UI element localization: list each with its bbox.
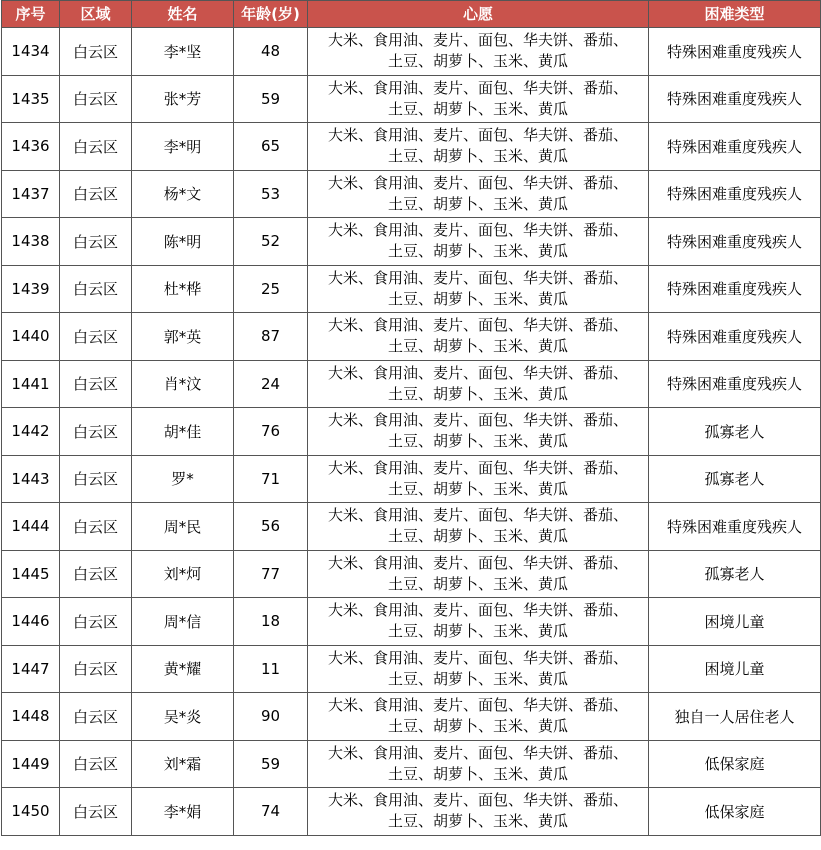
cell-age: 59 bbox=[234, 740, 308, 788]
cell-name: 周*信 bbox=[132, 598, 234, 646]
wish-line-1: 大米、食用油、麦片、面包、华夫饼、番茄、 bbox=[327, 363, 628, 382]
cell-name: 李*娟 bbox=[132, 788, 234, 836]
cell-name: 刘*霜 bbox=[132, 740, 234, 788]
cell-district: 白云区 bbox=[60, 170, 132, 218]
cell-age: 48 bbox=[234, 28, 308, 76]
cell-wish bbox=[308, 28, 649, 76]
cell-type: 特殊困难重度残疾人 bbox=[649, 170, 821, 218]
table-row bbox=[2, 598, 821, 646]
cell-no: 1449 bbox=[2, 740, 60, 788]
cell-no: 1446 bbox=[2, 598, 60, 646]
cell-type: 困境儿童 bbox=[649, 598, 821, 646]
table-row bbox=[2, 170, 821, 218]
cell-no: 1447 bbox=[2, 645, 60, 693]
cell-no: 1443 bbox=[2, 455, 60, 503]
cell-no: 1444 bbox=[2, 503, 60, 551]
cell-no: 1438 bbox=[2, 218, 60, 266]
cell-wish bbox=[308, 75, 649, 123]
table-header-row bbox=[2, 1, 821, 28]
cell-no: 1437 bbox=[2, 170, 60, 218]
wish-line-2: 土豆、胡萝卜、玉米、黄瓜 bbox=[387, 147, 568, 166]
wish-line-2: 土豆、胡萝卜、玉米、黄瓜 bbox=[387, 194, 568, 213]
wish-line-1: 大米、食用油、麦片、面包、华夫饼、番茄、 bbox=[327, 221, 628, 240]
cell-name: 胡*佳 bbox=[132, 408, 234, 456]
cell-name: 李*明 bbox=[132, 123, 234, 171]
cell-type: 困境儿童 bbox=[649, 645, 821, 693]
cell-age: 24 bbox=[234, 360, 308, 408]
table-row bbox=[2, 123, 821, 171]
table-row bbox=[2, 693, 821, 741]
cell-name: 杨*文 bbox=[132, 170, 234, 218]
wish-line-1: 大米、食用油、麦片、面包、华夫饼、番茄、 bbox=[327, 506, 628, 525]
cell-type: 孤寡老人 bbox=[649, 550, 821, 598]
cell-wish bbox=[308, 788, 649, 836]
table-row bbox=[2, 265, 821, 313]
cell-no: 1440 bbox=[2, 313, 60, 361]
cell-wish bbox=[308, 693, 649, 741]
cell-age: 56 bbox=[234, 503, 308, 551]
cell-age: 87 bbox=[234, 313, 308, 361]
cell-district: 白云区 bbox=[60, 455, 132, 503]
cell-wish bbox=[308, 265, 649, 313]
cell-district: 白云区 bbox=[60, 265, 132, 313]
header-wish: 心愿 bbox=[308, 1, 649, 28]
wish-line-1: 大米、食用油、麦片、面包、华夫饼、番茄、 bbox=[327, 601, 628, 620]
cell-district: 白云区 bbox=[60, 788, 132, 836]
cell-district: 白云区 bbox=[60, 598, 132, 646]
cell-no: 1434 bbox=[2, 28, 60, 76]
table-body bbox=[2, 28, 821, 836]
cell-age: 25 bbox=[234, 265, 308, 313]
cell-district: 白云区 bbox=[60, 75, 132, 123]
wish-line-2: 土豆、胡萝卜、玉米、黄瓜 bbox=[387, 669, 568, 688]
cell-wish bbox=[308, 740, 649, 788]
wish-line-2: 土豆、胡萝卜、玉米、黄瓜 bbox=[387, 242, 568, 261]
wish-line-2: 土豆、胡萝卜、玉米、黄瓜 bbox=[387, 337, 568, 356]
header-age: 年龄(岁) bbox=[234, 1, 308, 28]
cell-age: 71 bbox=[234, 455, 308, 503]
wish-line-1: 大米、食用油、麦片、面包、华夫饼、番茄、 bbox=[327, 411, 628, 430]
cell-type: 孤寡老人 bbox=[649, 408, 821, 456]
cell-name: 黄*耀 bbox=[132, 645, 234, 693]
table-row bbox=[2, 550, 821, 598]
header-name: 姓名 bbox=[132, 1, 234, 28]
cell-age: 52 bbox=[234, 218, 308, 266]
cell-district: 白云区 bbox=[60, 123, 132, 171]
cell-wish bbox=[308, 313, 649, 361]
wish-line-1: 大米、食用油、麦片、面包、华夫饼、番茄、 bbox=[327, 316, 628, 335]
wish-line-2: 土豆、胡萝卜、玉米、黄瓜 bbox=[387, 622, 568, 641]
header-no: 序号 bbox=[2, 1, 60, 28]
cell-name: 周*民 bbox=[132, 503, 234, 551]
cell-name: 吴*炎 bbox=[132, 693, 234, 741]
wish-line-1: 大米、食用油、麦片、面包、华夫饼、番茄、 bbox=[327, 648, 628, 667]
wish-line-2: 土豆、胡萝卜、玉米、黄瓜 bbox=[387, 527, 568, 546]
wish-line-2: 土豆、胡萝卜、玉米、黄瓜 bbox=[387, 764, 568, 783]
cell-district: 白云区 bbox=[60, 313, 132, 361]
cell-age: 90 bbox=[234, 693, 308, 741]
table-row bbox=[2, 645, 821, 693]
wish-line-2: 土豆、胡萝卜、玉米、黄瓜 bbox=[387, 574, 568, 593]
cell-name: 郭*英 bbox=[132, 313, 234, 361]
wish-line-1: 大米、食用油、麦片、面包、华夫饼、番茄、 bbox=[327, 696, 628, 715]
cell-wish bbox=[308, 408, 649, 456]
wish-line-1: 大米、食用油、麦片、面包、华夫饼、番茄、 bbox=[327, 126, 628, 145]
cell-name: 肖*汶 bbox=[132, 360, 234, 408]
cell-district: 白云区 bbox=[60, 218, 132, 266]
cell-district: 白云区 bbox=[60, 28, 132, 76]
cell-name: 杜*桦 bbox=[132, 265, 234, 313]
wish-line-1: 大米、食用油、麦片、面包、华夫饼、番茄、 bbox=[327, 31, 628, 50]
cell-no: 1450 bbox=[2, 788, 60, 836]
table-row bbox=[2, 313, 821, 361]
wish-line-1: 大米、食用油、麦片、面包、华夫饼、番茄、 bbox=[327, 553, 628, 572]
cell-name: 罗* bbox=[132, 455, 234, 503]
wish-line-2: 土豆、胡萝卜、玉米、黄瓜 bbox=[387, 432, 568, 451]
cell-district: 白云区 bbox=[60, 408, 132, 456]
table-row bbox=[2, 28, 821, 76]
cell-name: 陈*明 bbox=[132, 218, 234, 266]
wish-line-2: 土豆、胡萝卜、玉米、黄瓜 bbox=[387, 479, 568, 498]
table-row bbox=[2, 408, 821, 456]
table-row bbox=[2, 218, 821, 266]
cell-no: 1445 bbox=[2, 550, 60, 598]
cell-name: 李*坚 bbox=[132, 28, 234, 76]
header-type: 困难类型 bbox=[649, 1, 821, 28]
cell-wish bbox=[308, 645, 649, 693]
cell-age: 53 bbox=[234, 170, 308, 218]
cell-district: 白云区 bbox=[60, 645, 132, 693]
cell-district: 白云区 bbox=[60, 740, 132, 788]
cell-wish bbox=[308, 218, 649, 266]
cell-district: 白云区 bbox=[60, 550, 132, 598]
cell-age: 59 bbox=[234, 75, 308, 123]
cell-wish bbox=[308, 598, 649, 646]
wish-line-2: 土豆、胡萝卜、玉米、黄瓜 bbox=[387, 384, 568, 403]
cell-type: 特殊困难重度残疾人 bbox=[649, 218, 821, 266]
cell-type: 孤寡老人 bbox=[649, 455, 821, 503]
cell-no: 1439 bbox=[2, 265, 60, 313]
table-row bbox=[2, 788, 821, 836]
cell-name: 刘*炣 bbox=[132, 550, 234, 598]
cell-type: 特殊困难重度残疾人 bbox=[649, 313, 821, 361]
table-row bbox=[2, 75, 821, 123]
wish-line-1: 大米、食用油、麦片、面包、华夫饼、番茄、 bbox=[327, 458, 628, 477]
cell-age: 18 bbox=[234, 598, 308, 646]
wish-line-1: 大米、食用油、麦片、面包、华夫饼、番茄、 bbox=[327, 268, 628, 287]
cell-age: 74 bbox=[234, 788, 308, 836]
cell-age: 76 bbox=[234, 408, 308, 456]
wish-line-2: 土豆、胡萝卜、玉米、黄瓜 bbox=[387, 99, 568, 118]
cell-no: 1436 bbox=[2, 123, 60, 171]
cell-name: 张*芳 bbox=[132, 75, 234, 123]
wish-line-2: 土豆、胡萝卜、玉米、黄瓜 bbox=[387, 52, 568, 71]
cell-age: 11 bbox=[234, 645, 308, 693]
wish-line-1: 大米、食用油、麦片、面包、华夫饼、番茄、 bbox=[327, 173, 628, 192]
cell-wish bbox=[308, 550, 649, 598]
cell-type: 特殊困难重度残疾人 bbox=[649, 123, 821, 171]
cell-district: 白云区 bbox=[60, 503, 132, 551]
wish-line-2: 土豆、胡萝卜、玉米、黄瓜 bbox=[387, 717, 568, 736]
cell-wish bbox=[308, 360, 649, 408]
cell-type: 特殊困难重度残疾人 bbox=[649, 265, 821, 313]
wish-line-2: 土豆、胡萝卜、玉米、黄瓜 bbox=[387, 812, 568, 831]
header-district: 区域 bbox=[60, 1, 132, 28]
cell-no: 1442 bbox=[2, 408, 60, 456]
table-row bbox=[2, 455, 821, 503]
wish-list-table bbox=[1, 0, 821, 836]
cell-wish bbox=[308, 170, 649, 218]
table-row bbox=[2, 503, 821, 551]
cell-district: 白云区 bbox=[60, 360, 132, 408]
wish-line-1: 大米、食用油、麦片、面包、华夫饼、番茄、 bbox=[327, 743, 628, 762]
cell-age: 65 bbox=[234, 123, 308, 171]
cell-type: 特殊困难重度残疾人 bbox=[649, 503, 821, 551]
cell-no: 1441 bbox=[2, 360, 60, 408]
cell-no: 1435 bbox=[2, 75, 60, 123]
cell-wish bbox=[308, 123, 649, 171]
cell-type: 独自一人居住老人 bbox=[649, 693, 821, 741]
cell-age: 77 bbox=[234, 550, 308, 598]
cell-type: 特殊困难重度残疾人 bbox=[649, 28, 821, 76]
cell-wish bbox=[308, 455, 649, 503]
cell-district: 白云区 bbox=[60, 693, 132, 741]
cell-no: 1448 bbox=[2, 693, 60, 741]
cell-type: 特殊困难重度残疾人 bbox=[649, 360, 821, 408]
cell-type: 低保家庭 bbox=[649, 740, 821, 788]
wish-line-1: 大米、食用油、麦片、面包、华夫饼、番茄、 bbox=[327, 791, 628, 810]
wish-line-2: 土豆、胡萝卜、玉米、黄瓜 bbox=[387, 289, 568, 308]
table-row bbox=[2, 360, 821, 408]
wish-line-1: 大米、食用油、麦片、面包、华夫饼、番茄、 bbox=[327, 78, 628, 97]
cell-type: 低保家庭 bbox=[649, 788, 821, 836]
cell-wish bbox=[308, 503, 649, 551]
table-row bbox=[2, 740, 821, 788]
cell-type: 特殊困难重度残疾人 bbox=[649, 75, 821, 123]
